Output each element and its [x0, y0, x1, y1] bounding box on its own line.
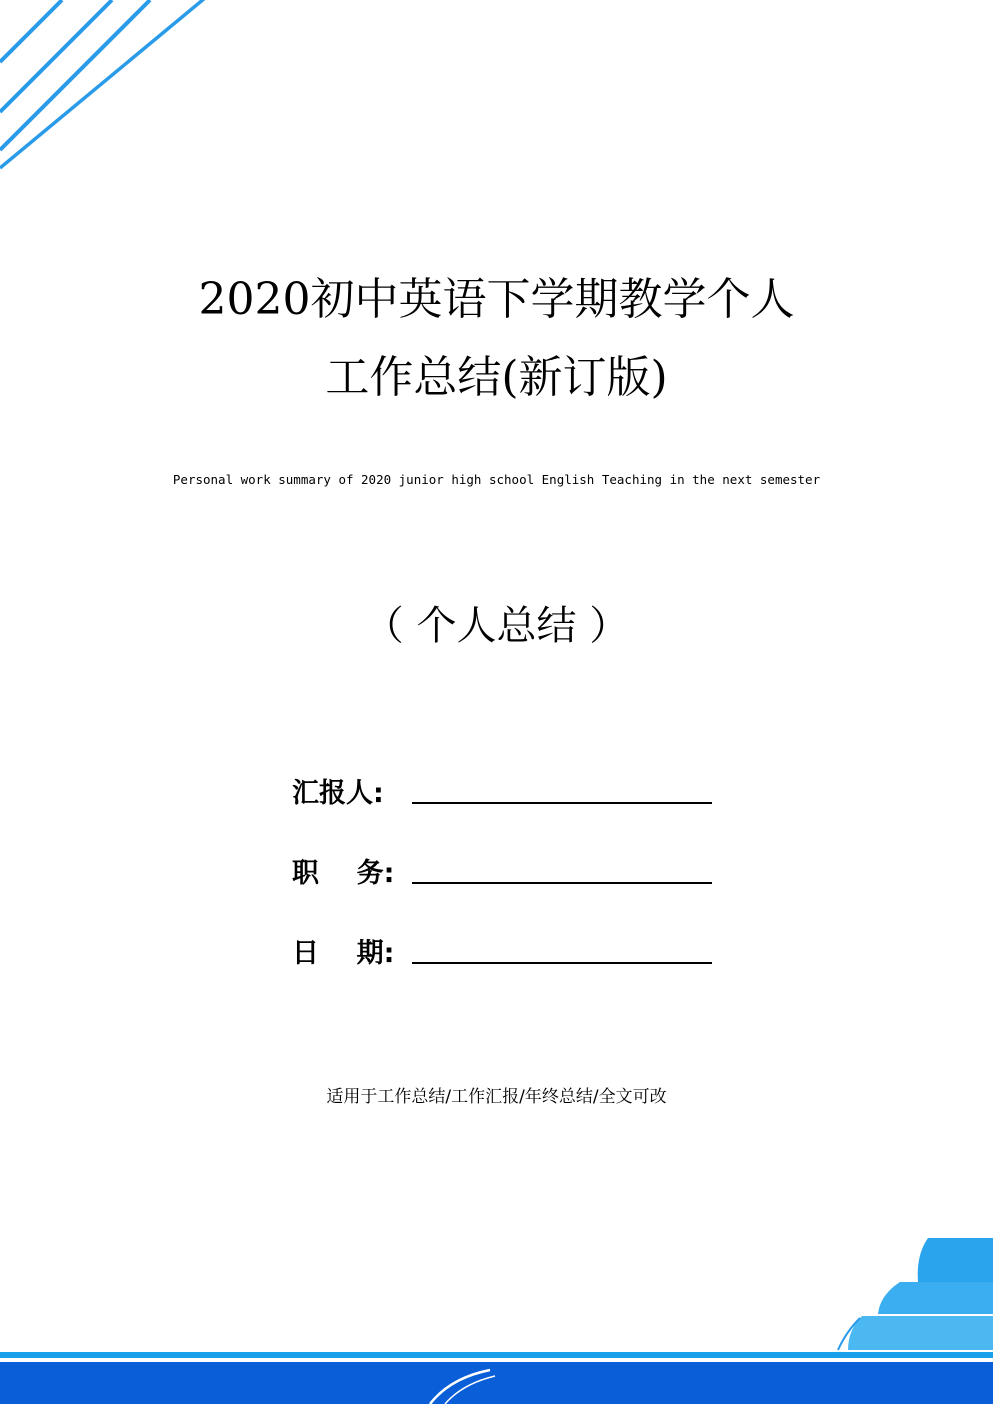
usage-note: 适用于工作总结/工作汇报/年终总结/全文可改: [326, 1087, 667, 1107]
bottom-right-steps: [838, 1238, 993, 1350]
top-left-stripes: [0, 0, 205, 168]
date-field: [292, 940, 722, 980]
bottom-band: [0, 1352, 993, 1404]
position-label: 职 务:: [292, 858, 395, 889]
position-blank-line[interactable]: [412, 882, 712, 884]
date-label: 日 期:: [292, 938, 395, 969]
document-type-label: （ 个人总结 ）: [363, 603, 630, 649]
position-field: [292, 860, 722, 900]
document-title-line-2: 工作总结(新订版): [325, 352, 668, 403]
reporter-blank-line[interactable]: [412, 802, 712, 804]
date-blank-line[interactable]: [412, 962, 712, 964]
reporter-label: 汇报人:: [292, 778, 384, 809]
english-subtitle: Personal work summary of 2020 junior high school English Teaching in the next semester: [172, 472, 821, 487]
reporter-field: [292, 780, 722, 820]
document-title-line-1: 2020初中英语下学期教学个人: [198, 274, 795, 325]
